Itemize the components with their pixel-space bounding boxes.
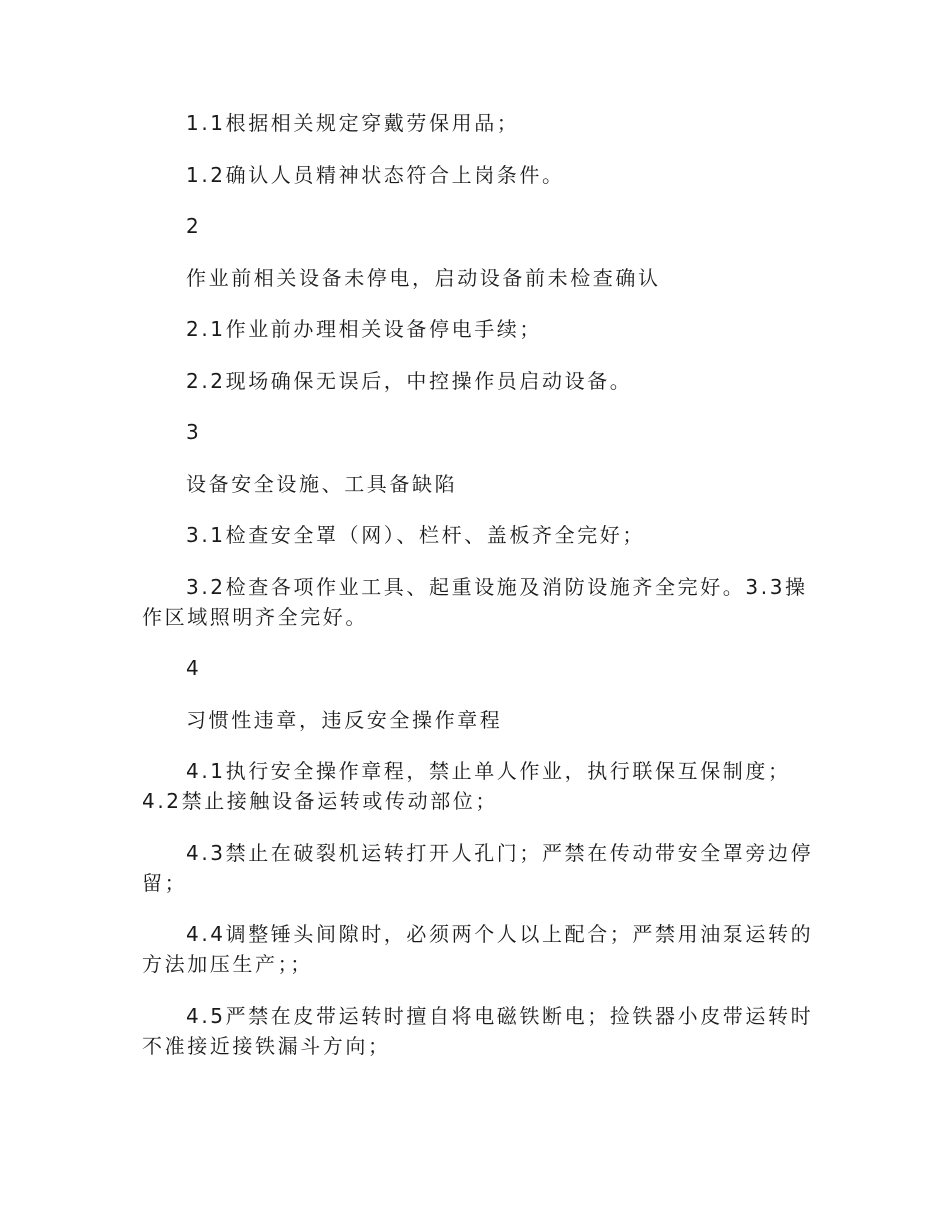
section-number-3: 3 [186,420,202,444]
paragraph-3-1: 3.1检查安全罩（网）、栏杆、盖板齐全完好； [186,523,646,547]
paragraph-2-2: 2.2现场确保无误后，中控操作员启动设备。 [186,368,633,393]
section-title-2: 作业前相关设备未停电，启动设备前未检查确认 [186,265,661,290]
section-number-2: 2 [186,214,202,238]
paragraph-3-2: 3.2检查各项作业工具、起重设施及消防设施齐全完好。3.3操作区域照明齐全完好。 [142,574,808,629]
section-number-4: 4 [186,656,202,680]
paragraph-4-1: 4.1执行安全操作章程，禁止单人作业，执行联保互保制度；4.2禁止接触设备运转或传动部位； [142,759,791,813]
paragraph-4-4: 4.4调整锤头间隙时，必须两个人以上配合；严禁用油泵运转的方法加压生产；； [142,922,814,976]
paragraph-2-1: 2.1作业前办理相关设备停电手续； [186,317,543,341]
section-title-4: 习惯性违章，违反安全操作章程 [186,707,503,732]
document-body [142,108,814,1082]
paragraph-1-2: 1.2确认人员精神状态符合上岗条件。 [186,162,565,187]
section-title-3: 设备安全设施、工具备缺陷 [186,471,458,496]
paragraph-4-3: 4.3禁止在破裂机运转打开人孔门；严禁在传动带安全罩旁边停留； [142,840,814,895]
paragraph-4-5: 4.5严禁在皮带运转时擅自将电磁铁断电；捡铁器小皮带运转时不准接近接铁漏斗方向； [142,1003,814,1058]
paragraph-1-1: 1.1根据相关规定穿戴劳保用品； [186,111,520,135]
